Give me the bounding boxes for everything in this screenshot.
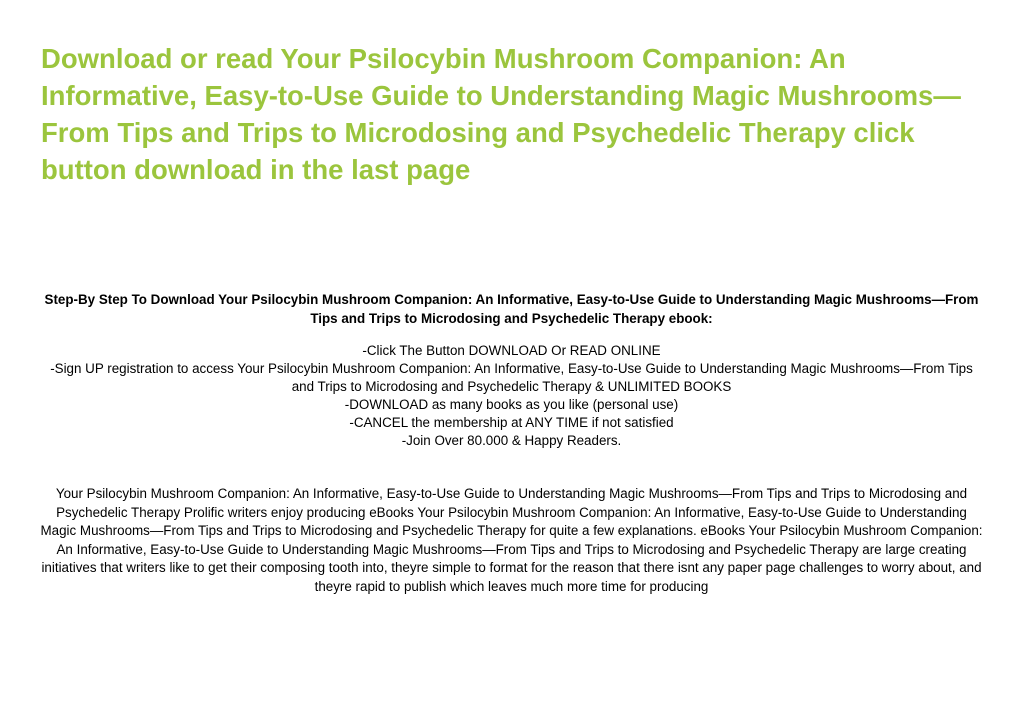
description-paragraph: Your Psilocybin Mushroom Companion: An Informative, Easy-to-Use Guide to Understanding Magic Mushrooms—From Tips and Trips to Microdosing and Psychedelic Therapy Prolific writers enjoy producing eBooks Your Psilocybin Mushroom Companion: An Informative, Easy-to-Use Guide to Understanding Magic Mushrooms—From Tips and Trips to Microdosing and Psychedelic Therapy for quite a few explanations. eBooks Your Psilocybin Mushroom Companion: An Informative, Easy-to-Use Guide to Understanding Magic Mushrooms—From Tips and Trips to Microdosing and Psychedelic Therapy are large creating initiatives that writers like to get their composing tooth into, theyre simple to format for the reason that there isnt any paper page challenges to worry about, and theyre rapid to publish which leaves much more time for producing [40,486,983,594]
step-item-join-readers: -Join Over 80.000 & Happy Readers. [401,433,622,448]
document-title: Download or read Your Psilocybin Mushroom Companion: An Informative, Easy-to-Use Guide to Understanding Magic Mushrooms—From Tips and Trips to Microdosing and Psychedelic Therapy click button download in the last page [41,43,961,185]
step-item-sign-up: -Sign UP registration to access Your Psilocybin Mushroom Companion: An Informative, Easy-to-Use Guide to Understanding Magic Mushrooms—From Tips and Trips to Microdosing and Psychedelic Therapy & UNLIMITED BOOKS [50,361,973,394]
steps-heading: Step-By Step To Download Your Psilocybin Mushroom Companion: An Informative, Easy-to-Use Guide to Understanding Magic Mushrooms—From Tips and Trips to Microdosing and Psychedelic Therapy ebook: [44,292,979,326]
step-item-click-download: -Click The Button DOWNLOAD Or READ ONLINE [362,343,661,358]
step-item-download-books: -DOWNLOAD as many books as you like (personal use) [344,397,679,412]
step-item-cancel-membership: -CANCEL the membership at ANY TIME if not satisfied [349,415,674,430]
steps-list [40,342,983,450]
